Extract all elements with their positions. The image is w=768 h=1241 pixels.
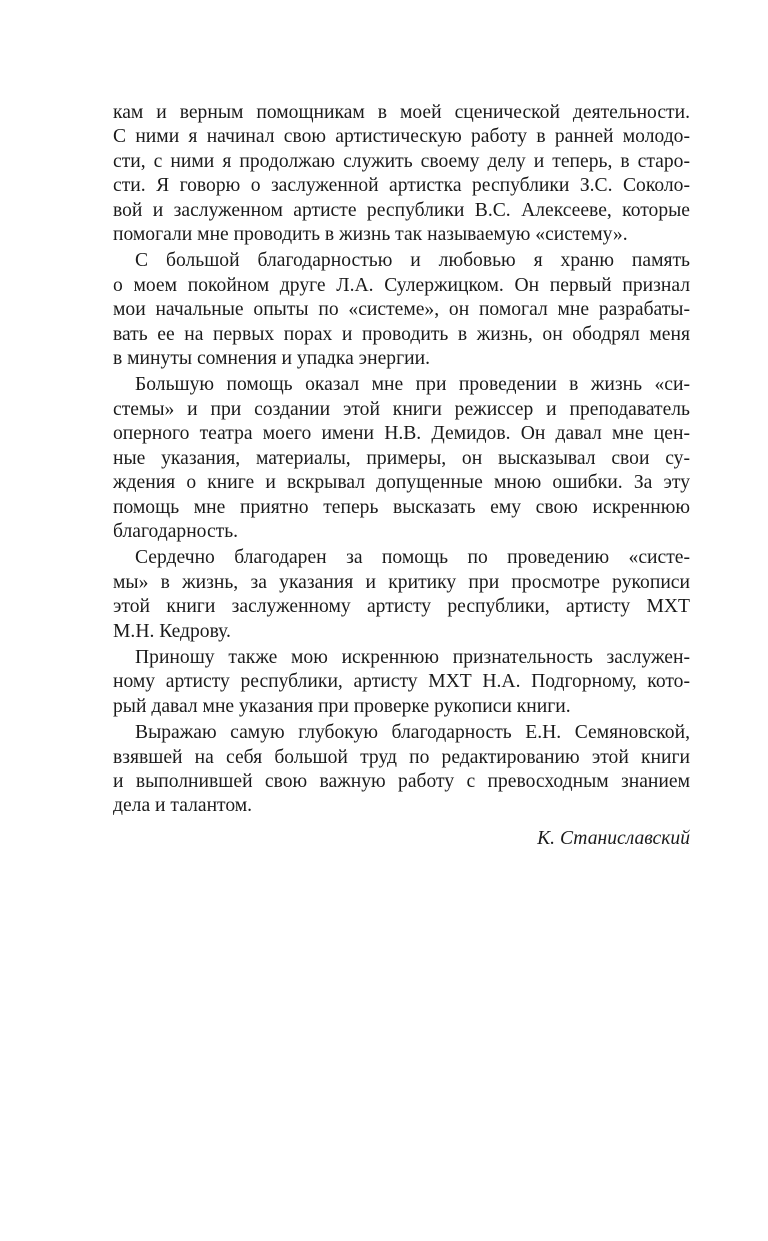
text-line: С ними я начинал свою артистическую работу в ранней молодо- — [113, 126, 690, 148]
text-line: помогали мне проводить в жизнь так называемую «систему». — [113, 224, 628, 246]
text-line: благодарность. — [113, 520, 239, 542]
paragraph-5 — [113, 646, 690, 719]
text-line: оперного театра моего имени Н.В. Демидов. Он давал мне цен- — [113, 423, 690, 445]
paragraph-2 — [113, 249, 690, 371]
text-line: ному артисту республики, артисту МХТ Н.А. Подгорному, кото- — [113, 671, 690, 693]
text-line: этой книги заслуженному артисту республики, артисту МХТ — [113, 596, 690, 618]
text-line: в минуты сомнения и упадка энергии. — [113, 348, 430, 370]
text-line: рый давал мне указания при проверке рукописи книги. — [113, 695, 571, 717]
paragraph-3 — [113, 373, 690, 544]
paragraph-6 — [113, 721, 690, 819]
text-line: С большой благодарностью и любовью я храню память — [135, 250, 690, 272]
text-line: Приношу также мою искреннюю признательность заслужен- — [135, 646, 690, 668]
text-line: М.Н. Кедрову. — [113, 620, 231, 642]
text-line: о моем покойном друге Л.А. Сулержицком. Он первый признал — [113, 274, 690, 296]
text-line: и выполнившей свою важную работу с превосходным знанием — [113, 770, 690, 792]
text-line: стемы» и при создании этой книги режиссер и преподаватель — [113, 398, 690, 420]
text-line: взявшей на себя большой труд по редактированию этой книги — [113, 746, 690, 768]
text-line: Большую помощь оказал мне при проведении в жизнь «си- — [135, 374, 690, 396]
text-line: помощь мне приятно теперь высказать ему свою искреннюю — [113, 496, 690, 518]
text-line: Сердечно благодарен за помощь по проведению «систе- — [135, 547, 690, 569]
text-line: сти. Я говорю о заслуженной артистка республики З.С. Соколо- — [113, 175, 690, 197]
paragraph-1 — [113, 101, 690, 247]
text-line: Выражаю самую глубокую благодарность Е.Н. Семяновской, — [135, 722, 690, 744]
text-line: дела и талантом. — [113, 795, 253, 817]
text-line: кам и верным помощникам в моей сценической деятельности. — [113, 102, 690, 123]
text-line: мы» в жизнь, за указания и критику при просмотре рукописи — [113, 571, 690, 593]
text-line: вой и заслуженном артисте республики В.С. Алексееве, которые — [113, 199, 690, 221]
text-line: вать ее на первых порах и проводить в жизнь, он ободрял меня — [113, 323, 690, 345]
text-line: мои начальные опыты по «системе», он помогал мне разрабаты- — [113, 299, 690, 321]
paragraph-4 — [113, 546, 690, 644]
text-block — [113, 101, 690, 851]
author-signature: К. Станиславский — [537, 827, 690, 849]
text-line: ждения о книге и вскрывал допущенные мною ошибки. За эту — [113, 472, 690, 494]
text-line: сти, с ними я продолжаю служить своему делу и теперь, в старо- — [113, 150, 690, 172]
text-line: ные указания, материалы, примеры, он высказывал свои су- — [113, 447, 690, 469]
